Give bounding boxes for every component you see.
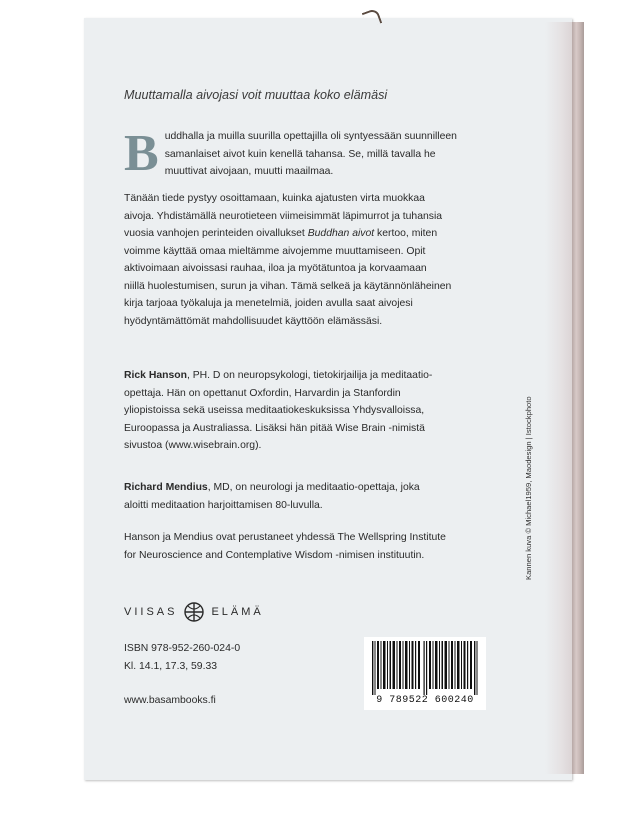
author2-bio bbox=[124, 479, 504, 514]
body-line-7: kirja tarjoaa työkaluja ja menetelmiä, joiden avulla saat aivojesi bbox=[124, 298, 413, 309]
body-line-5: aktivoimaan aivoissasi rauhaa, iloa ja myötätuntoa ja korvaamaan bbox=[124, 263, 427, 274]
body-line-2: aivoja. Yhdistämällä neurotieteen viimeisimmät läpimurrot ja tuhansia bbox=[124, 210, 443, 222]
body-line-3a: vuosia vanhojen perinteiden oivallukset bbox=[124, 228, 308, 239]
author2-line-1: , MD, on neurologi ja meditaatio-opettaja, joka bbox=[207, 482, 420, 493]
book-title-inline: Buddhan aivot bbox=[307, 228, 375, 239]
publisher-left: VIISAS bbox=[124, 606, 178, 618]
author1-line-5: sivustoa (www.wisebrain.org). bbox=[124, 440, 262, 451]
author1-line-4: Euroopassa ja Australiassa. Lisäksi hän pitää Wise Brain -nimistä bbox=[124, 422, 425, 434]
intro-line-3: muuttivat aivojaan, muutti maailmaa. bbox=[164, 166, 334, 177]
body-line-4: voimme käyttää omaa mieltämme aivojemme muuttamiseen. Opit bbox=[124, 245, 426, 257]
body-line-1: Tänään tiede pystyy osoittamaan, kuinka ajatusten virta muokkaa bbox=[124, 193, 425, 204]
institute-paragraph bbox=[124, 529, 504, 564]
author1-name: Rick Hanson bbox=[124, 370, 187, 381]
author2-name: Richard Mendius bbox=[124, 482, 208, 493]
author1-line-3: yliopistoissa sekä useissa meditaatiokeskuksissa Yhdysvalloissa, bbox=[124, 405, 425, 416]
author2-line-2: aloitti meditaation harjoittamisen 80-luvulla. bbox=[124, 499, 323, 511]
intro-line-1: uddhalla ja muilla suurilla opettajilla oli syntyessään suunnilleen bbox=[164, 131, 457, 142]
institute-line-1: Hanson ja Mendius ovat perustaneet yhdessä The Wellspring Institute bbox=[124, 532, 446, 543]
intro-line-2: samanlaiset aivot kuin kenellä tahansa. Se, millä tavalla he bbox=[164, 148, 436, 160]
publisher-emblem-icon bbox=[184, 602, 204, 622]
tagline: Muuttamalla aivojasi voit muuttaa koko elämäsi bbox=[124, 88, 388, 102]
author1-line-1: , PH. D on neuropsykologi, tietokirjailija ja meditaatio- bbox=[186, 370, 433, 381]
body-paragraph bbox=[124, 190, 504, 330]
barcode-box bbox=[364, 637, 486, 710]
page-edge bbox=[545, 22, 572, 774]
author1-bio bbox=[124, 367, 504, 455]
barcode-icon bbox=[370, 641, 480, 695]
institute-line-2: for Neuroscience and Contemplative Wisdom -nimisen instituutin. bbox=[124, 549, 425, 561]
isbn: ISBN 978-952-260-024-0 bbox=[124, 643, 241, 654]
cover-credit-wrap bbox=[524, 396, 538, 830]
classification: Kl. 14.1, 17.3, 59.33 bbox=[124, 661, 218, 672]
body-line-3b: kertoo, miten bbox=[374, 228, 438, 239]
intro-paragraph bbox=[124, 125, 504, 182]
book-spine bbox=[572, 22, 584, 774]
publisher-logo bbox=[124, 600, 264, 624]
body-line-6: niillä huolestumisen, surun ja vihan. Tämä selkeä ja käytännönläheinen bbox=[124, 280, 452, 292]
publisher-website: www.basambooks.fi bbox=[124, 695, 216, 706]
dropcap: B bbox=[124, 125, 159, 182]
publisher-right: ELÄMÄ bbox=[211, 606, 264, 618]
author1-line-2: opettaja. Hän on opettanut Oxfordin, Harvardin ja Stanfordin bbox=[124, 387, 401, 399]
body-line-8: hyödyntämättömät mahdollisuudet käyttöön elämässäsi. bbox=[124, 315, 383, 327]
barcode-number: 9 789522 600240 bbox=[376, 695, 474, 706]
cover-credit: Kannen kuva © Michael1959, Maodesign | Istockphoto bbox=[524, 396, 533, 580]
